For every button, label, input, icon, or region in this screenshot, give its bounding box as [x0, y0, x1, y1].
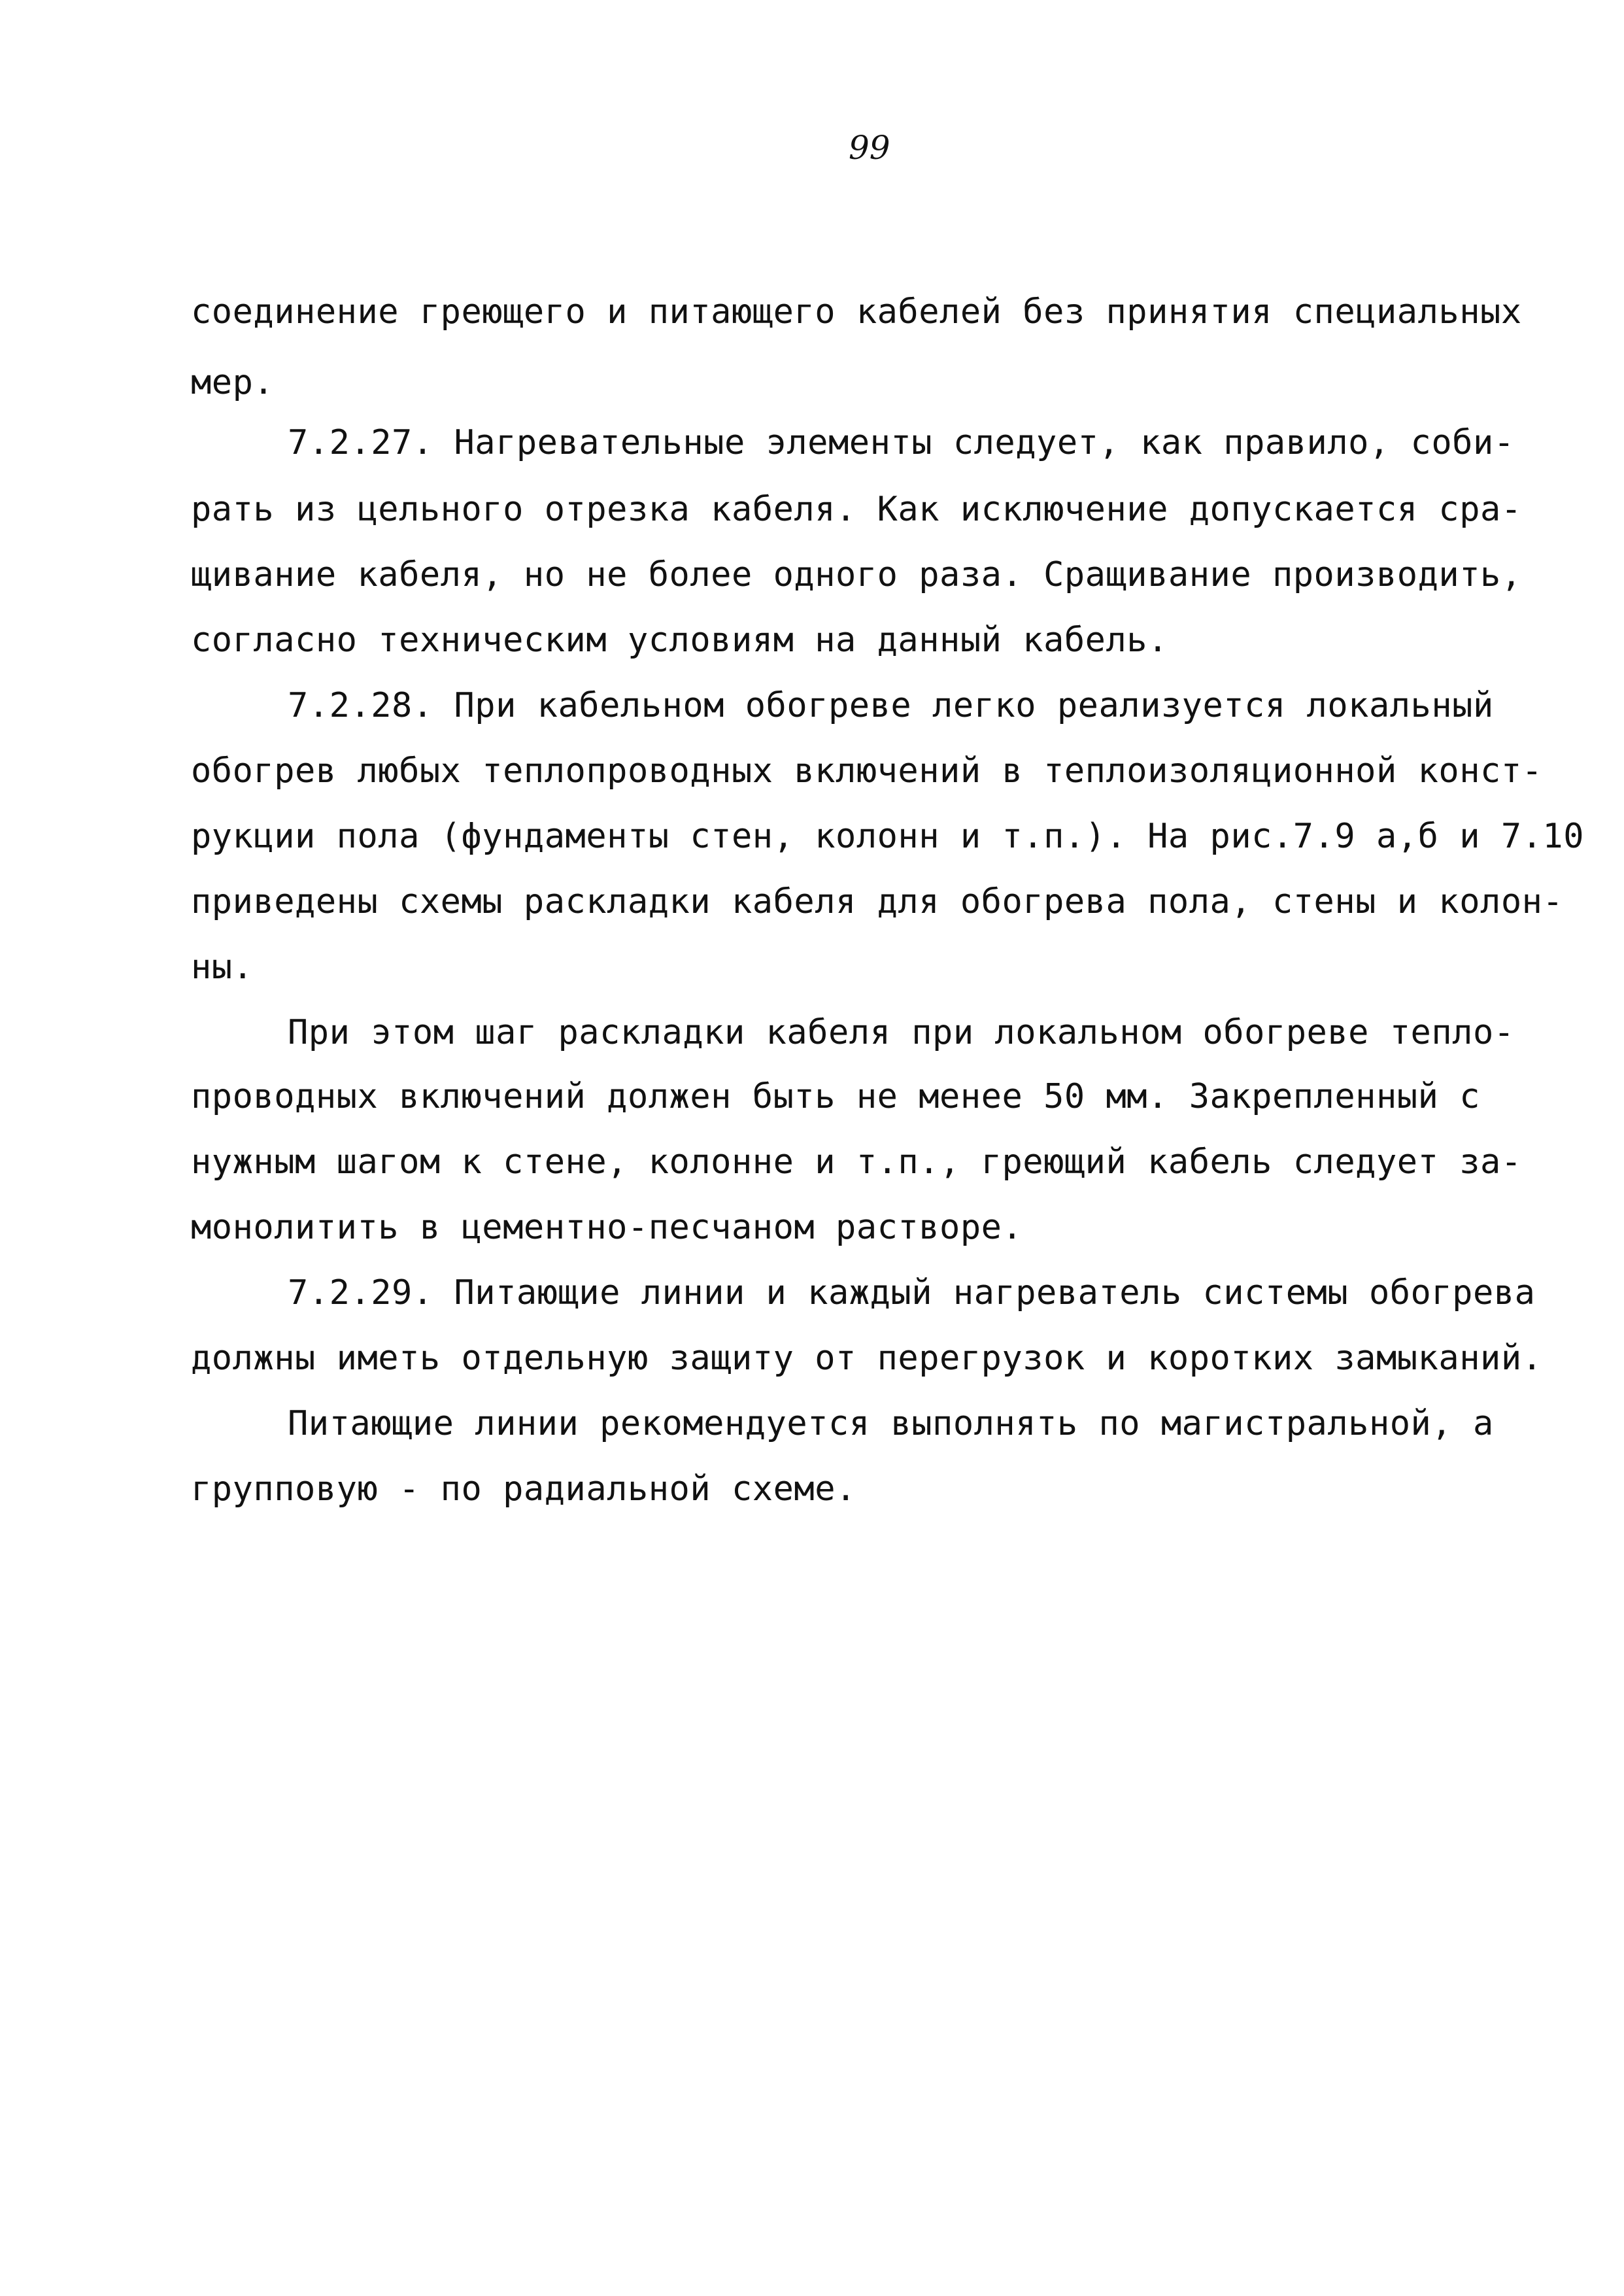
text-line: согласно техническим условиям на данный кабель.	[191, 621, 1168, 660]
text-line: 7.2.27. Нагревательные элементы следует, как правило, соби-	[288, 423, 1515, 462]
text-line: соединение греющего и питающего кабелей без принятия специальных	[191, 292, 1522, 332]
text-line: рукции пола (фундаменты стен, колонн и т.п.). На рис.7.9 а,б и 7.10	[191, 817, 1585, 856]
text-line: групповую - по радиальной схеме.	[191, 1469, 856, 1509]
text-line: проводных включений должен быть не менее 50 мм. Закрепленный с	[191, 1077, 1481, 1116]
text-line: При этом шаг раскладки кабеля при локальном обогреве тепло-	[288, 1013, 1515, 1052]
text-line: 7.2.28. При кабельном обогреве легко реализуется локальный	[288, 686, 1494, 725]
text-line: щивание кабеля, но не более одного раза. Сращивание производить,	[191, 555, 1522, 594]
text-line: рать из цельного отрезка кабеля. Как исключение допускается сра-	[191, 490, 1522, 529]
text-line: нужным шагом к стене, колонне и т.п., греющий кабель следует за-	[191, 1142, 1522, 1182]
text-line: Питающие линии рекомендуется выполнять по магистральной, а	[288, 1404, 1494, 1443]
text-line: ны.	[191, 948, 254, 987]
page-number: 99	[849, 129, 890, 167]
text-line: должны иметь отдельную защиту от перегрузок и коротких замыканий.	[191, 1339, 1543, 1378]
text-line: обогрев любых теплопроводных включений в теплоизоляционной конст-	[191, 751, 1543, 791]
text-line: 7.2.29. Питающие линии и каждый нагреватель системы обогрева	[288, 1273, 1536, 1312]
text-line: приведены схемы раскладки кабеля для обогрева пола, стены и колон-	[191, 882, 1564, 921]
text-line: монолитить в цементно-песчаном растворе.	[191, 1208, 1023, 1247]
text-line: мер.	[191, 363, 275, 402]
